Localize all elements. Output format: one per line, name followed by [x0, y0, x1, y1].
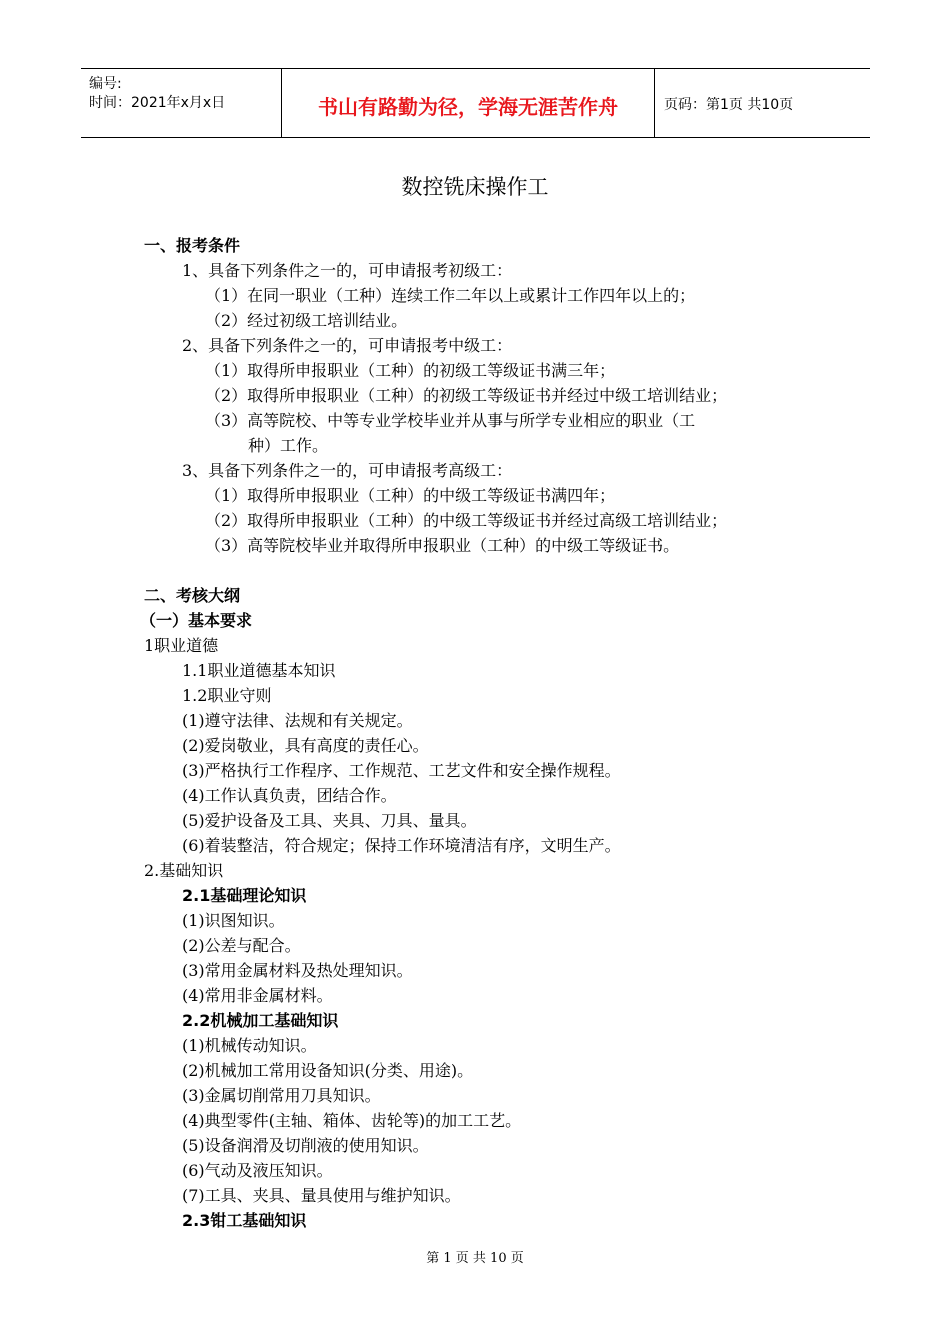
header-motto-cell — [282, 69, 655, 137]
body-text-line: （2）经过初级工培训结业。 — [205, 311, 408, 330]
header-info-cell — [81, 69, 282, 137]
section-heading: 2.1基础理论知识 — [182, 886, 307, 905]
header-page-label: 页码：第1页 共10页 — [664, 97, 794, 113]
body-text-line: (1)机械传动知识。 — [182, 1036, 317, 1055]
body-text-line: (4)常用非金属材料。 — [182, 986, 333, 1005]
section-heading: 二、考核大纲 — [144, 586, 241, 605]
body-text-line: 3、具备下列条件之一的，可申请报考高级工： — [182, 461, 513, 480]
body-text-line: (5)爱护设备及工具、夹具、刀具、量具。 — [182, 811, 477, 830]
section-heading: （一）基本要求 — [140, 611, 253, 630]
body-text-line: 1.1职业道德基本知识 — [182, 661, 336, 680]
body-text-line: （1）取得所申报职业（工种）的中级工等级证书满四年； — [205, 486, 616, 505]
document-date-label: 时间：2021年x月x日 — [89, 95, 226, 111]
body-text-line: (4)工作认真负责，团结合作。 — [182, 786, 397, 805]
body-text-line: (3)严格执行工作程序、工作规范、工艺文件和安全操作规程。 — [182, 761, 621, 780]
body-text-line: (1)遵守法律、法规和有关规定。 — [182, 711, 413, 730]
body-text-line: (7)工具、夹具、量具使用与维护知识。 — [182, 1186, 461, 1205]
body-text-line: （1）取得所申报职业（工种）的初级工等级证书满三年； — [205, 361, 616, 380]
body-text-line: (5)设备润滑及切削液的使用知识。 — [182, 1136, 429, 1155]
body-text-line: （1）在同一职业（工种）连续工作二年以上或累计工作四年以上的； — [205, 286, 696, 305]
body-text-line: （3）高等院校、中等专业学校毕业并从事与所学专业相应的职业（工 — [205, 411, 696, 430]
page-footer: 第 1 页 共 10 页 — [426, 1251, 524, 1266]
body-text-line: (3)金属切削常用刀具知识。 — [182, 1086, 381, 1105]
document-number-label: 编号: — [89, 76, 122, 92]
body-text-line: (6)着装整洁，符合规定；保持工作环境清洁有序，文明生产。 — [182, 836, 621, 855]
header-table — [81, 68, 870, 138]
body-text-line: （2）取得所申报职业（工种）的初级工等级证书并经过中级工培训结业； — [205, 386, 728, 405]
body-text-line: 1、具备下列条件之一的，可申请报考初级工： — [182, 261, 513, 280]
section-heading: 2.3钳工基础知识 — [182, 1211, 307, 1230]
header-motto: 书山有路勤为径，学海无涯苦作舟 — [318, 95, 618, 119]
body-text-line: 种）工作。 — [248, 436, 329, 455]
body-text-line: （2）取得所申报职业（工种）的中级工等级证书并经过高级工培训结业； — [205, 511, 728, 530]
body-text-line: (2)公差与配合。 — [182, 936, 301, 955]
body-text-line: 2、具备下列条件之一的，可申请报考中级工： — [182, 336, 513, 355]
body-text-line: (6)气动及液压知识。 — [182, 1161, 333, 1180]
body-text-line: (4)典型零件(主轴、箱体、齿轮等)的加工工艺。 — [182, 1111, 522, 1130]
body-text-line: 2.基础知识 — [144, 861, 224, 880]
header-page-cell — [655, 69, 870, 137]
body-text-line: (3)常用金属材料及热处理知识。 — [182, 961, 413, 980]
body-text-line: （3）高等院校毕业并取得所申报职业（工种）的中级工等级证书。 — [205, 536, 680, 555]
body-text-line: 1.2职业守则 — [182, 686, 272, 705]
document-title: 数控铣床操作工 — [401, 175, 549, 199]
body-text-line: (2)机械加工常用设备知识(分类、用途)。 — [182, 1061, 474, 1080]
body-text-line: (1)识图知识。 — [182, 911, 285, 930]
section-heading: 一、报考条件 — [144, 236, 241, 255]
section-heading: 2.2机械加工基础知识 — [182, 1011, 339, 1030]
body-text-line: (2)爱岗敬业，具有高度的责任心。 — [182, 736, 429, 755]
body-text-line: 1职业道德 — [144, 636, 219, 655]
